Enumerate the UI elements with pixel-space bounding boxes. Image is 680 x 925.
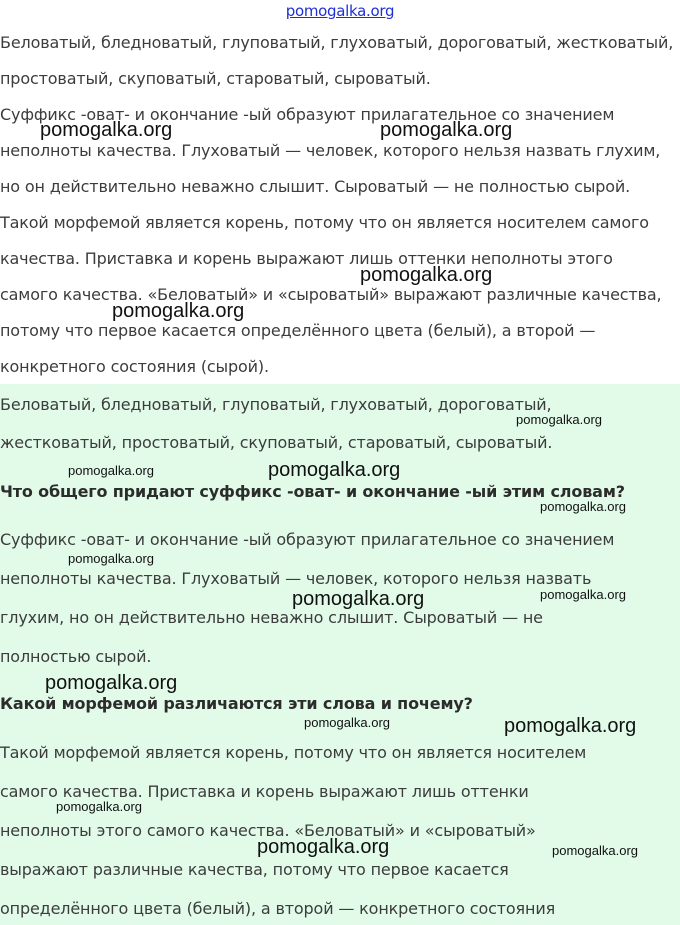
watermark: pomogalka.org (40, 119, 173, 141)
text-line: но он действительно неважно слышит. Сыроватый — не полностью сырой. (0, 177, 631, 196)
watermark: pomogalka.org (68, 551, 154, 566)
text-line: качества. Приставка и корень выражают лишь оттенки неполноты этого (0, 249, 613, 268)
watermark: pomogalka.org (268, 459, 401, 481)
watermark: pomogalka.org (68, 463, 154, 478)
watermark: pomogalka.org (257, 836, 390, 858)
text-line: неполноты этого самого качества. «Беловатый» и «сыроватый» (0, 821, 536, 840)
text-line: глухим, но он действительно неважно слышит. Сыроватый — не (0, 608, 543, 627)
watermark: pomogalka.org (45, 672, 178, 694)
watermark: pomogalka.org (56, 799, 142, 814)
watermark: pomogalka.org (380, 119, 513, 141)
text-line: Такой морфемой является корень, потому что он является носителем самого (0, 213, 649, 232)
text-line: Суффикс -оват- и окончание -ый образуют прилагательное со значением (0, 105, 615, 124)
text-line: Беловатый, бледноватый, глуповатый, глуховатый, дороговатый, жестковатый, (0, 33, 674, 52)
watermark: pomogalka.org (540, 499, 626, 514)
text-line: определённого цвета (белый), а второй — конкретного состояния (0, 899, 556, 918)
site-header (0, 0, 680, 28)
text-line: Такой морфемой является корень, потому что он является носителем (0, 743, 587, 762)
question-heading: Что общего придают суффикс -оват- и окончание -ый этим словам? (0, 482, 625, 501)
text-line: самого качества. «Беловатый» и «сыроватый» выражают различные качества, (0, 285, 662, 304)
text-line: потому что первое касается определённого цвета (белый), а второй — (0, 321, 596, 340)
text-line: самого качества. Приставка и корень выражают лишь оттенки (0, 782, 529, 801)
watermark: pomogalka.org (516, 412, 602, 427)
watermark: pomogalka.org (360, 264, 493, 286)
watermark: pomogalka.org (292, 588, 425, 610)
text-line: неполноты качества. Глуховатый — человек, которого нельзя назвать (0, 569, 592, 588)
text-line: Суффикс -оват- и окончание -ый образуют прилагательное со значением (0, 530, 615, 549)
watermark: pomogalka.org (504, 715, 637, 737)
text-line: выражают различные качества, потому что первое касается (0, 860, 509, 879)
watermark: pomogalka.org (552, 843, 638, 858)
watermark: pomogalka.org (540, 587, 626, 602)
question-heading: Какой морфемой различаются эти слова и почему? (0, 694, 473, 713)
watermark: pomogalka.org (112, 300, 245, 322)
watermark: pomogalka.org (304, 715, 390, 730)
text-line: простоватый, скуповатый, староватый, сыроватый. (0, 69, 431, 88)
text-line: полностью сырой. (0, 647, 152, 666)
text-line: Беловатый, бледноватый, глуповатый, глуховатый, дороговатый, (0, 395, 552, 414)
text-line: жестковатый, простоватый, скуповатый, староватый, сыроватый. (0, 433, 553, 452)
text-line: конкретного состояния (сырой). (0, 357, 269, 376)
text-line: неполноты качества. Глуховатый — человек, которого нельзя назвать глухим, (0, 141, 661, 160)
site-link[interactable]: pomogalka.org (285, 2, 395, 20)
